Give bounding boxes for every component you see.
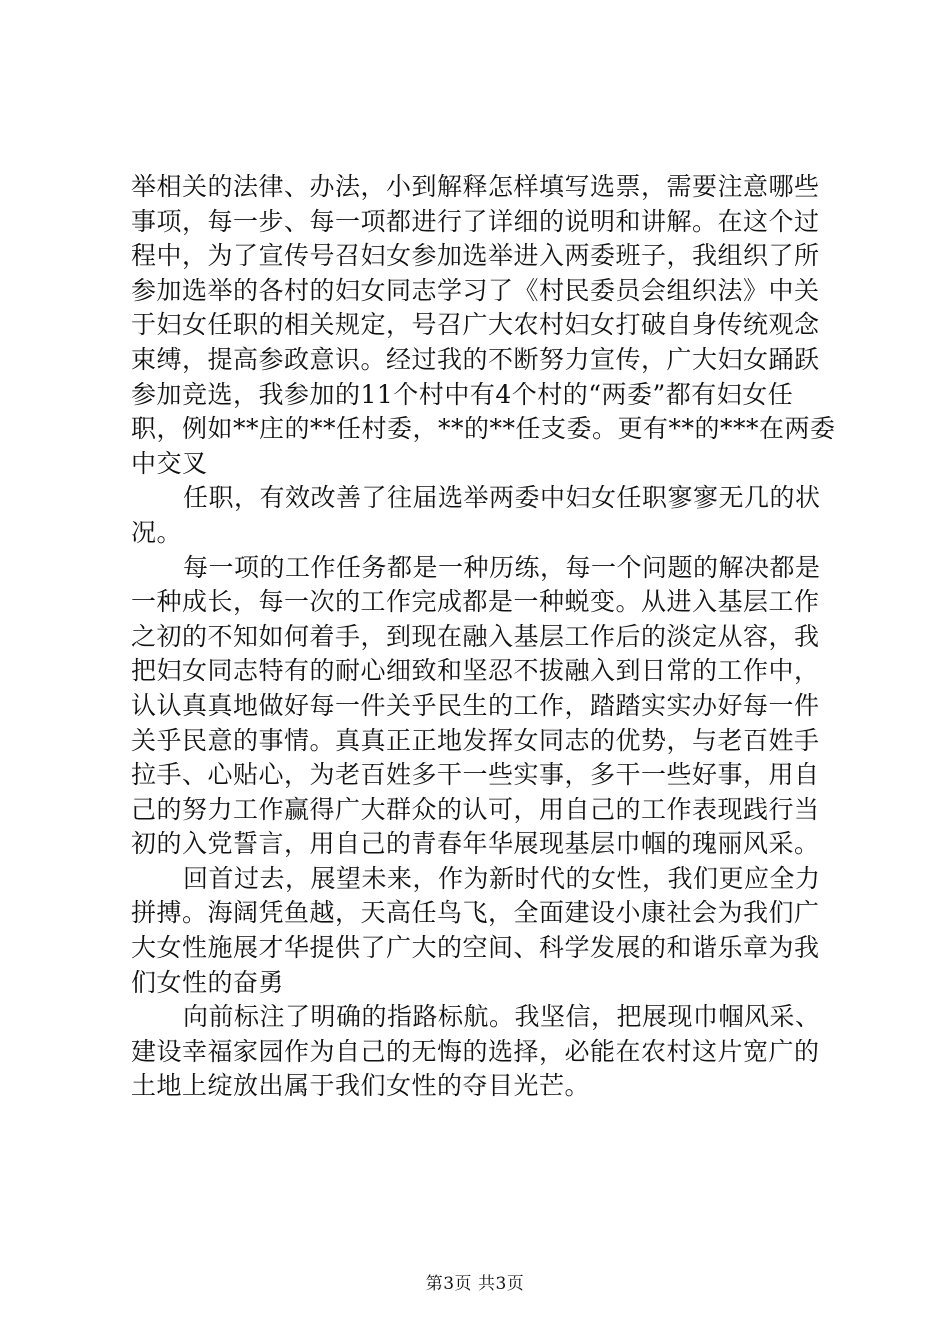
- text-line: 之初的不知如何着手，到现在融入基层工作后的淡定从容，我: [131, 621, 820, 651]
- text-line: 们女性的奋勇: [131, 967, 285, 997]
- text-line: 一种成长，每一次的工作完成都是一种蜕变。从进入基层工作: [131, 587, 820, 617]
- text-line: 参加选举的各村的妇女同志学习了《村民委员会组织法》中关: [131, 275, 820, 305]
- text-line: 程中，为了宣传号召妇女参加选举进入两委班子，我组织了所: [131, 241, 820, 271]
- text-line: 职，例如**庄的**任村委，**的**任支委。更有**的***在两委: [131, 414, 836, 444]
- text-line: 大女性施展才华提供了广大的空间、科学发展的和谐乐章为我: [131, 933, 820, 963]
- text-line: 况。: [131, 517, 183, 547]
- text-line: 向前标注了明确的指路标航。我坚信，把展现巾帼风采、: [183, 1002, 821, 1032]
- text-line: 关乎民意的事情。真真正正地发挥女同志的优势，与老百姓手: [131, 725, 820, 755]
- text-line: 每一项的工作任务都是一种历练，每一个问题的解决都是: [183, 552, 821, 582]
- text-line: 把妇女同志特有的耐心细致和坚忍不拔融入到日常的工作中，: [131, 656, 820, 686]
- text-line: 任职，有效改善了往届选举两委中妇女任职寥寥无几的状: [183, 483, 821, 513]
- text-line: 参加竞选，我参加的11个村中有4个村的“两委”都有妇女任: [131, 379, 794, 409]
- text-line: 于妇女任职的相关规定，号召广大农村妇女打破自身传统观念: [131, 310, 820, 340]
- text-line: 初的入党誓言，用自己的青春年华展现基层巾帼的瑰丽风采。: [131, 829, 820, 859]
- page-footer: 第3页 共3页: [425, 1274, 525, 1294]
- text-line: 回首过去，展望未来，作为新时代的女性，我们更应全力: [183, 863, 821, 893]
- text-line: 建设幸福家园作为自己的无悔的选择，必能在农村这片宽广的: [131, 1036, 820, 1066]
- text-line: 土地上绽放出属于我们女性的夺目光芒。: [131, 1071, 591, 1101]
- text-line: 拼搏。海阔凭鱼越，天高任鸟飞，全面建设小康社会为我们广: [131, 898, 820, 928]
- document-body: [131, 170, 837, 1104]
- text-line: 拉手、心贴心，为老百姓多干一些实事，多干一些好事，用自: [131, 760, 820, 790]
- text-line: 束缚，提高参政意识。经过我的不断努力宣传，广大妇女踊跃: [131, 344, 820, 374]
- text-line: 举相关的法律、办法，小到解释怎样填写选票，需要注意哪些: [131, 172, 820, 201]
- text-line: 中交叉: [131, 448, 208, 478]
- text-line: 事项，每一步、每一项都进行了详细的说明和讲解。在这个过: [131, 206, 820, 236]
- text-line: 己的努力工作赢得广大群众的认可，用自己的工作表现践行当: [131, 794, 820, 824]
- text-line: 认认真真地做好每一件关乎民生的工作，踏踏实实办好每一件: [131, 690, 820, 720]
